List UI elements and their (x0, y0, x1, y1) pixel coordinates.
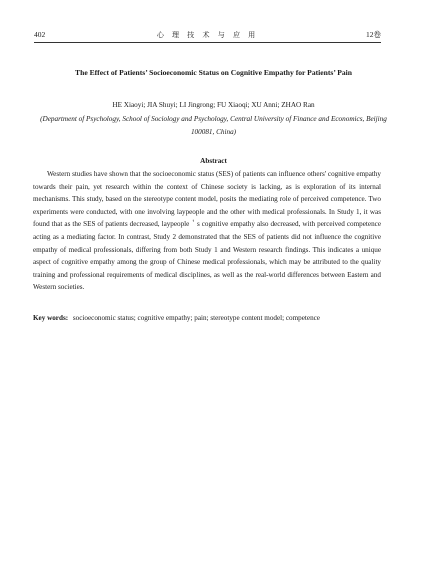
author-list: HE Xiaoyi; JIA Shuyi; LI Jingrong; FU Xiaoqi; XU Anni; ZHAO Ran (112, 101, 315, 109)
header-divider (34, 42, 381, 43)
page-number: 402 (34, 30, 46, 39)
keywords-text: socioeconomic status; cognitive empathy; pain; stereotype content model; competence (72, 314, 320, 322)
abstract-text: Western studies have shown that the socioeconomic status (SES) of patients can influence others' cognitive empathy towards their pain, yet research within the context of Chinese society is lacking, as is exploration of its internal mechanisms. This study, based on the stereotype content model, posits the mediating role of perceived competence. Two experiments were conducted, with one involving laypeople and the other with medical professionals. In Study 1, it was found that as the SES of patients decreased, laypeople＇s cognitive empathy also decreased, with perceived competence acting as a mediating factor. In contrast, Study 2 demonstrated that the SES of patients did not influence the cognitive empathy of medical professionals, differing from both Study 1 and Western research findings. This indicates a unique aspect of cognitive empathy among the group of Chinese medical professionals, which may be attributed to the quality training and professional requirements of medical disciplines, as well as the real-world differences between Eastern and Western societies. (33, 170, 381, 292)
author-affiliation: (Department of Psychology, School of Sociology and Psychology, Central University of Finance and Economics, Beijing 100081, China) (40, 115, 387, 136)
running-header (34, 28, 381, 42)
keywords-label: Key words: (33, 314, 69, 322)
keywords-line (33, 312, 381, 325)
abstract-heading: Abstract (200, 157, 227, 165)
volume-label: 12卷 (366, 30, 381, 39)
paper-title: The Effect of Patients’ Socioeconomic Status on Cognitive Empathy for Patients’ Pain (75, 68, 352, 77)
journal-name: 心 理 技 术 与 应 用 (156, 31, 259, 39)
